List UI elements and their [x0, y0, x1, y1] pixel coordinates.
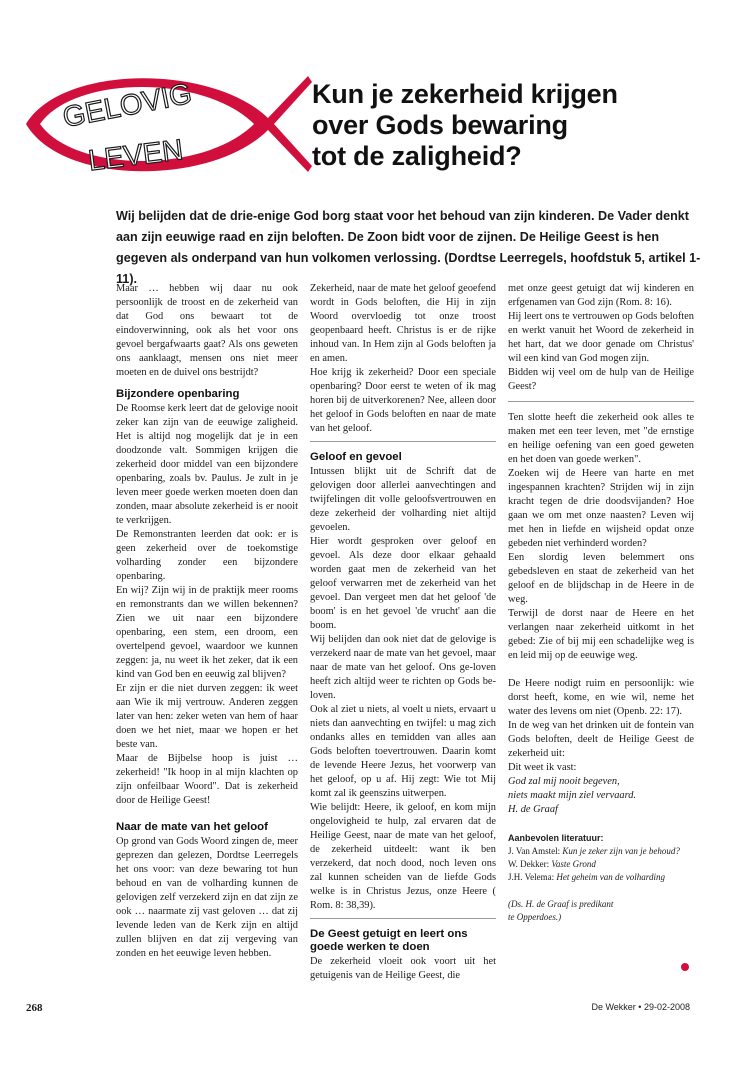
paragraph: De Heere nodigt ruim en persoonlijk: wie dorst heeft, kome, en wie wil, neme het water des levens om niet (Openb. 22: 17).	[508, 678, 694, 717]
paragraph: Hij leert ons te vertrouwen op Gods beloften en werkt vanuit het Woord de zekerheid in het hart, dat we door genade om Christus' wil een kind van God mogen zijn.	[508, 311, 694, 364]
divider	[508, 401, 694, 402]
paragraph: Bidden wij veel om de hulp van de Heilige Geest?	[508, 367, 694, 392]
quote-line: niets maakt mijn ziel vervaard.	[508, 790, 637, 801]
literature-item: W. Dekker: Vaste Grond	[508, 859, 596, 869]
paragraph: Er zijn er die niet durven zeggen: ik weet aan Wie ik mij vertrouw. Anderen zeggen later van hen: zeker weten van hem of haar doen we het niet, maar we hopen er het beste van.	[116, 683, 298, 750]
logo-word-gelovig: GELOVIG	[60, 77, 195, 135]
article-column-2	[310, 282, 496, 983]
title-line: Kun je zekerheid krijgen	[312, 79, 618, 109]
paragraph: Ook al ziet u niets, al voelt u niets, ervaart u niets dan aanvechting en twijfel: u mag zich ondanks alles en temidden van alles aan Gods beloften toevertrouwen. Daarin komt de levende Heere Jezus, het voorwerp van het geloof, op u af. Hij zegt: Wie tot Mij komt zal ik geenszins uitwerpen.	[310, 704, 496, 799]
divider	[310, 441, 496, 442]
paragraph: De Roomse kerk leert dat de gelovige nooit zeker kan zijn van de eeuwige zaligheid. Het is altijd nog mogelijk dat je in een doodzonde valt. Sommigen krijgen die zekerheid door middel van een bijzondere openbaring, zoals bv. Paulus. Je zult in je leven meer goede werken moeten doen dan zonden, maar absolute zekerheid is er nooit te verkrijgen.	[116, 403, 298, 526]
paragraph: Ten slotte heeft die zekerheid ook alles te maken met een teer leven, met "de ernstige en heilige oefening van een goed geweten en het doen van goede werken".	[508, 412, 694, 465]
author-note: te Opperdoes.)	[508, 912, 562, 922]
paragraph: Een slordig leven belemmert ons gebedsleven en staat de zekerheid van het geloof en de blijdschap in de Heere in de weg.	[508, 552, 694, 605]
paragraph: Zekerheid, naar de mate het geloof geoefend wordt in Gods beloften, die Hij in zijn Woord overvloedig tot onze troost geopenbaard heeft. Christus is er de rijke inhoud van. In Hem zijn al Gods beloften ja en amen.	[310, 283, 496, 364]
article-title	[312, 79, 712, 172]
author-signature: H. de Graaf	[508, 804, 558, 815]
end-of-article-dot	[681, 963, 689, 971]
logo-word-leven: LEVEN	[86, 134, 185, 178]
literature-item: J. Van Amstel: Kun je zeker zijn van je behoud?	[508, 846, 680, 856]
author-note: (Ds. H. de Graaf is predikant	[508, 899, 614, 909]
paragraph: Maar … hebben wij daar nu ook persoonlijk de troost en de zekerheid van dat God ons bewaart tot de eindoverwinning, ook als het voor ons gevoel bergafwaarts gaat? Als ons geweten ons aanklaagt, mensen ons niet meer moeten en de duivel ons bestrijdt?	[116, 283, 298, 378]
paragraph: Hier wordt gesproken over geloof en gevoel. Als deze door elkaar gehaald worden gaat men de zekerheid van het geloof verwarren met de zekerheid van het gevoel. Dan vergeet men dat het geloof 'de boom' is en het gevoel 'de vrucht' aan die boom.	[310, 536, 496, 631]
literature-item: J.H. Velema: Het geheim van de volharding	[508, 872, 665, 882]
paragraph: Dit weet ik vast:	[508, 762, 577, 773]
publication-footer: De Wekker • 29-02-2008	[591, 1002, 690, 1012]
paragraph: Intussen blijkt uit de Schrift dat de gelovigen door allerlei aanvechtingen and twijfelingen dit volle geloofsvertrouwen en deze zekerheid der volharding niet altijd gevoelen.	[310, 466, 496, 533]
paragraph: De Remonstranten leerden dat ook: er is geen zekerheid over de toekomstige volharding zonder een bijzondere openbaring.	[116, 529, 298, 582]
literature-heading: Aanbevolen literatuur:	[508, 833, 604, 843]
paragraph: Maar de Bijbelse hoop is juist … zekerheid! "Ik hoop in al mijn klachten op zijn onfeilbaar Woord". Dat is zekerheid door de Heilige Geest!	[116, 753, 298, 806]
divider	[310, 918, 496, 919]
paragraph: Terwijl de dorst naar de Heere en het verlangen naar zekerheid uitkomt in het gebed: Zie of bij mij een schadelijke weg is en leid mij op de eeuwige weg.	[508, 608, 694, 661]
paragraph: Wij belijden dan ook niet dat de gelovige is verzekerd naar de mate van het gevoel, maar naar de mate van het geloof. Ons ge-loven heeft zich altijd weer te richten op Gods be-loven.	[310, 634, 496, 701]
quote-line: God zal mij nooit begeven,	[508, 776, 620, 787]
paragraph: In de weg van het drinken uit de fontein van Gods beloften, deelt de Heilige Geest de zekerheid uit:	[508, 720, 694, 759]
section-heading: Naar de mate van het geloof	[116, 821, 268, 833]
title-line: tot de zaligheid?	[312, 141, 522, 171]
paragraph: De zekerheid vloeit ook voort uit het getuigenis van de Heilige Geest, die	[310, 956, 496, 981]
section-heading: Geloof en gevoel	[310, 451, 402, 463]
paragraph: En wij? Zijn wij in de praktijk meer rooms en remonstrants dan we willen bekennen? Zien we uit naar een bijzondere openbaring, een stem, een droom, een overtelpend gevoel, waardoor we kunnen zeggen: ja, nu weet ik het zeker, dat ik een kind van God ben en eeuwig zal blijven?	[116, 585, 298, 680]
paragraph: Hoe krijg ik zekerheid? Door een speciale openbaring? Door eerst te weten of ik mag horen bij de uitverkorenen? Nee, alleen door het geloof in Gods beloften en naar de mate van het geloof.	[310, 367, 496, 434]
gelovig-leven-fish-logo	[22, 66, 312, 184]
intro-lead: Wij belijden dat de drie-enige God borg staat voor het behoud van zijn kinderen. De Vader denkt aan zijn eeuwige raad en zijn beloften. De Zoon bidt voor de zijnen. De Heilige Geest is hen gegeven als onderpand van hun volkomen verlossing. (Dordtse Leerregels, hoofdstuk 5, artikel 1-11).	[116, 209, 701, 286]
section-heading: De Geest getuigt en leert ons goede werken te doen	[310, 928, 468, 953]
paragraph: met onze geest getuigt dat wij kinderen en erfgenamen van God zijn (Rom. 8: 16).	[508, 283, 694, 308]
paragraph: Zoeken wij de Heere van harte en met ingespannen krachten? Strijden wij in zijn kracht tegen de drie doodsvijanden? Hoe gaan we om met onze naasten? Leven wij met hen in liefde en wijsheid opdat onze gebeden niet verhinderd worden?	[508, 468, 694, 549]
article-column-3	[508, 282, 694, 924]
title-line: over Gods bewaring	[312, 110, 568, 140]
paragraph: Wie belijdt: Heere, ik geloof, en kom mijn ongelovigheid te hulp, zal ervaren dat de Heilige Geest, naar de mate van het geloof, de zekerheid uitdeelt: want ik ben verzekerd, dat noch dood, noch leven ons zal kunnen scheiden van de liefde Gods welke is in Christus Jezus, onze Heere ( Rom. 8: 38,39).	[310, 802, 496, 911]
paragraph: Op grond van Gods Woord zingen de, meer geprezen dan gelezen, Dordtse Leerregels het ons voor: van deze bewaring tot hun behoud en van de volharding kunnen de gelovigen zelf verzekerd zijn en dat zijn ze ook … naarmate zij vast geloven … dat zij levende leden van de Kerk zijn en altijd zullen blijven en dat zij vergeving van zonden en het eeuwige leven hebben.	[116, 836, 298, 959]
article-column-1	[116, 282, 298, 961]
page-number: 268	[26, 1002, 43, 1014]
section-heading: Bijzondere openbaring	[116, 388, 240, 400]
